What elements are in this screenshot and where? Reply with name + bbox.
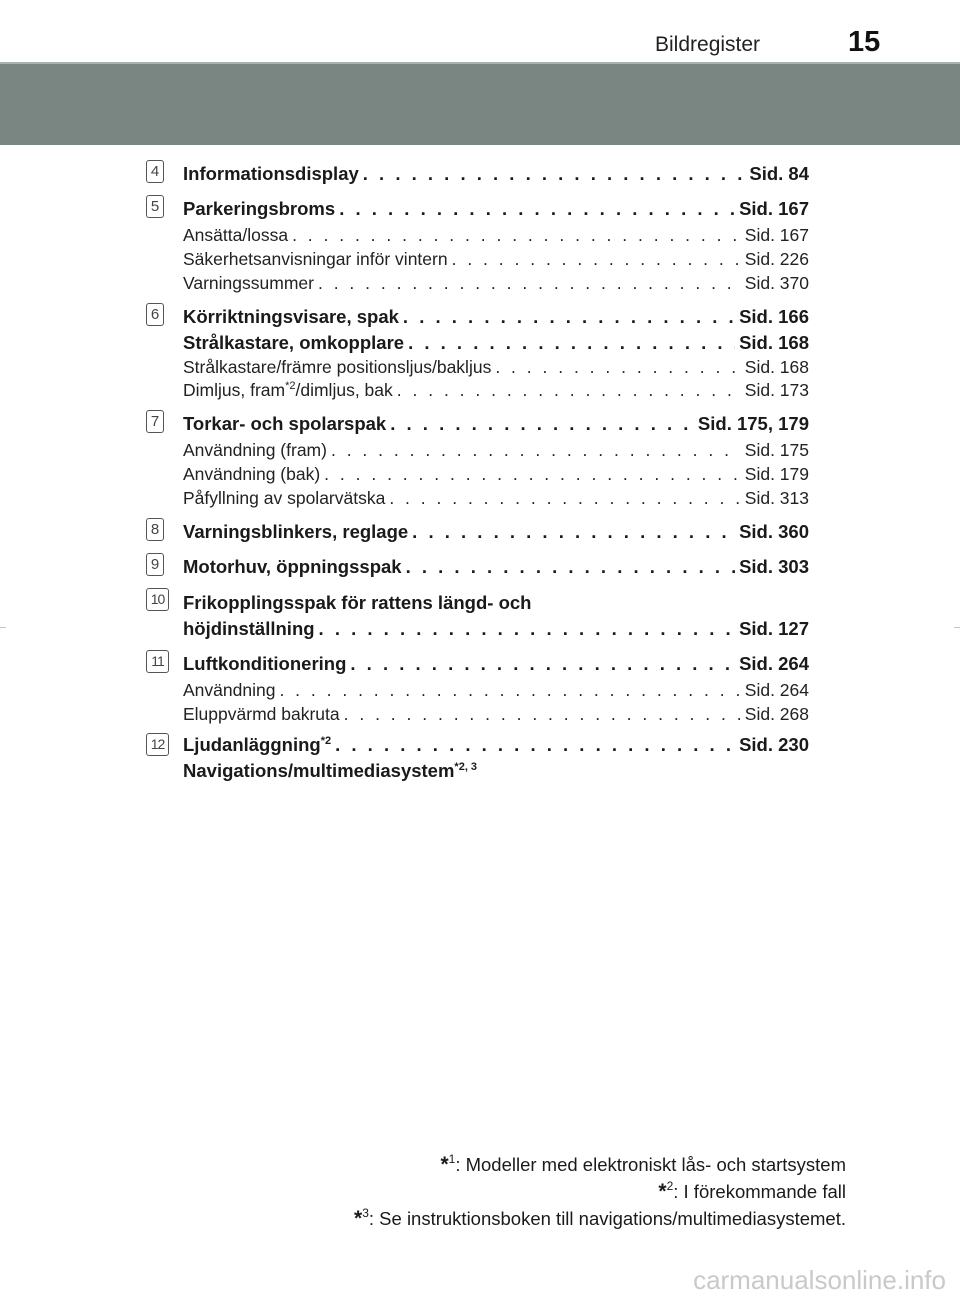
page-ref[interactable]: Sid. 264 <box>739 653 809 674</box>
callout-marker-7: 7 <box>146 410 164 433</box>
leader-dots <box>331 440 741 461</box>
index-entry[interactable] <box>183 198 809 222</box>
page-ref[interactable]: Sid. 167 <box>739 198 809 219</box>
footnote-text: : I förekommande fall <box>673 1181 846 1202</box>
entry-label: Frikopplingsspak för rattens längd- och <box>183 592 532 613</box>
footnote <box>354 1179 846 1206</box>
crop-mark <box>954 627 960 628</box>
footnote-ref: *2, 3 <box>454 761 478 773</box>
label-part: /dimljus, bak <box>295 380 393 400</box>
entry-label: Säkerhetsanvisningar inför vintern <box>183 249 448 269</box>
callout-marker-9: 9 <box>146 553 164 576</box>
footnote-asterisk: * <box>658 1180 667 1203</box>
entry-label <box>183 760 477 782</box>
entry-label: Informationsdisplay <box>183 163 359 184</box>
page-header <box>0 0 960 62</box>
leader-dots <box>279 680 740 701</box>
leader-dots <box>389 488 740 509</box>
entry-label: Ansätta/lossa <box>183 225 289 245</box>
index-subentry[interactable] <box>183 249 809 271</box>
page-ref[interactable]: Sid. 168 <box>744 357 809 377</box>
entry-label: Luftkonditionering <box>183 653 347 674</box>
page-ref[interactable]: Sid. 313 <box>744 488 809 508</box>
footnote-asterisk: * <box>354 1207 363 1230</box>
callout-marker-12: 12 <box>146 733 169 756</box>
index-entry[interactable] <box>183 556 809 580</box>
entry-label: Användning (fram) <box>183 440 327 460</box>
watermark: carmanualsonline.info <box>693 1265 946 1295</box>
page-ref[interactable]: Sid. 370 <box>744 273 809 293</box>
entry-label: Torkar- och spolarspak <box>183 413 387 434</box>
entry-label <box>183 734 331 756</box>
leader-dots <box>412 521 735 543</box>
entry-label: Motorhuv, öppningsspak <box>183 556 402 577</box>
page-number: 15 <box>848 26 881 58</box>
leader-dots <box>319 618 736 640</box>
label-part: Dimljus, fram <box>183 380 286 400</box>
index-subentry[interactable] <box>183 680 809 702</box>
entry-label: Strålkastare/främre positionsljus/bakljus <box>183 357 492 377</box>
leader-dots <box>339 198 735 220</box>
page-ref[interactable]: Sid. 179 <box>744 464 809 484</box>
crop-mark <box>0 627 6 628</box>
page-ref[interactable]: Sid. 166 <box>739 306 809 327</box>
entry-label: Parkeringsbroms <box>183 198 336 219</box>
page-ref[interactable]: Sid. 230 <box>739 734 809 755</box>
entry-label: höjdinställning <box>183 618 315 639</box>
leader-dots <box>292 225 741 246</box>
callout-marker-5: 5 <box>146 195 164 218</box>
footnote-text: : Modeller med elektroniskt lås- och startsystem <box>455 1154 846 1175</box>
section-title: Bildregister <box>655 33 761 56</box>
callout-marker-8: 8 <box>146 518 164 541</box>
index-entry[interactable] <box>183 760 477 790</box>
index-subentry[interactable] <box>183 380 809 406</box>
entry-label: Körriktningsvisare, spak <box>183 306 399 327</box>
entry-label: Användning <box>183 680 276 700</box>
label-part: Navigations/multimediasystem <box>183 760 455 781</box>
page-ref[interactable]: Sid. 127 <box>739 618 809 639</box>
leader-dots <box>344 704 741 725</box>
leader-dots <box>318 273 741 294</box>
leader-dots <box>324 464 741 485</box>
entry-label: Användning (bak) <box>183 464 321 484</box>
index-subentry[interactable] <box>183 704 809 726</box>
footnote-asterisk: * <box>440 1153 449 1176</box>
entry-label: Varningssummer <box>183 273 314 293</box>
index-entry[interactable] <box>183 332 809 356</box>
page-ref[interactable]: Sid. 167 <box>744 225 809 245</box>
footnote-number: 1 <box>448 1152 456 1166</box>
footnote-number: 3 <box>362 1206 369 1220</box>
footnote <box>354 1206 846 1233</box>
entry-label: Strålkastare, omkopplare <box>183 332 405 353</box>
index-entry[interactable] <box>183 653 809 677</box>
footnote <box>354 1152 846 1179</box>
leader-dots <box>408 332 735 354</box>
page-ref[interactable]: Sid. 175, 179 <box>697 413 809 434</box>
footnote-text: : Se instruktionsboken till navigations/multimediasystemet. <box>368 1208 846 1229</box>
leader-dots <box>335 734 735 756</box>
index-entry[interactable] <box>183 734 809 762</box>
footnote-ref: *2 <box>320 735 332 747</box>
index-entry[interactable] <box>183 413 809 437</box>
footnote-number: 2 <box>666 1179 674 1193</box>
index-subentry[interactable] <box>183 273 809 295</box>
page-ref[interactable]: Sid. 168 <box>739 332 809 353</box>
footnote-ref: *2 <box>285 380 296 392</box>
page-ref[interactable]: Sid. 264 <box>744 680 809 700</box>
page-ref[interactable]: Sid. 84 <box>749 163 809 184</box>
index-subentry[interactable] <box>183 225 809 247</box>
index-subentry[interactable] <box>183 464 809 486</box>
index-entry-line1[interactable] <box>183 592 531 616</box>
leader-dots <box>350 653 735 675</box>
callout-marker-10: 10 <box>146 588 169 611</box>
leader-dots <box>495 357 740 378</box>
callout-marker-6: 6 <box>146 303 164 326</box>
entry-label: Eluppvärmd bakruta <box>183 704 340 724</box>
index-entry[interactable] <box>183 618 809 642</box>
leader-dots <box>406 556 735 578</box>
leader-dots <box>390 413 694 435</box>
leader-dots <box>397 380 741 401</box>
index-subentry[interactable] <box>183 440 809 462</box>
index-entry[interactable] <box>183 163 809 187</box>
page-ref[interactable]: Sid. 360 <box>739 521 809 542</box>
entry-label: Påfyllning av spolarvätska <box>183 488 386 508</box>
page-ref[interactable]: Sid. 226 <box>744 249 809 269</box>
index-entry[interactable] <box>183 306 809 330</box>
entry-label <box>183 380 393 401</box>
footnotes <box>354 1152 846 1233</box>
index-subentry[interactable] <box>183 488 809 510</box>
leader-dots <box>363 163 746 185</box>
page-ref[interactable]: Sid. 268 <box>744 704 809 724</box>
leader-dots <box>403 306 735 328</box>
callout-marker-11: 11 <box>146 650 169 673</box>
callout-marker-4: 4 <box>146 160 164 183</box>
label-part: Ljudanläggning <box>183 734 321 755</box>
entry-label: Varningsblinkers, reglage <box>183 521 409 542</box>
page-ref[interactable]: Sid. 175 <box>744 440 809 460</box>
page-ref[interactable]: Sid. 303 <box>739 556 809 577</box>
page-ref[interactable]: Sid. 173 <box>744 380 809 400</box>
index-subentry[interactable] <box>183 357 809 379</box>
leader-dots <box>452 249 741 270</box>
index-entry[interactable] <box>183 521 809 545</box>
section-band <box>0 64 960 145</box>
